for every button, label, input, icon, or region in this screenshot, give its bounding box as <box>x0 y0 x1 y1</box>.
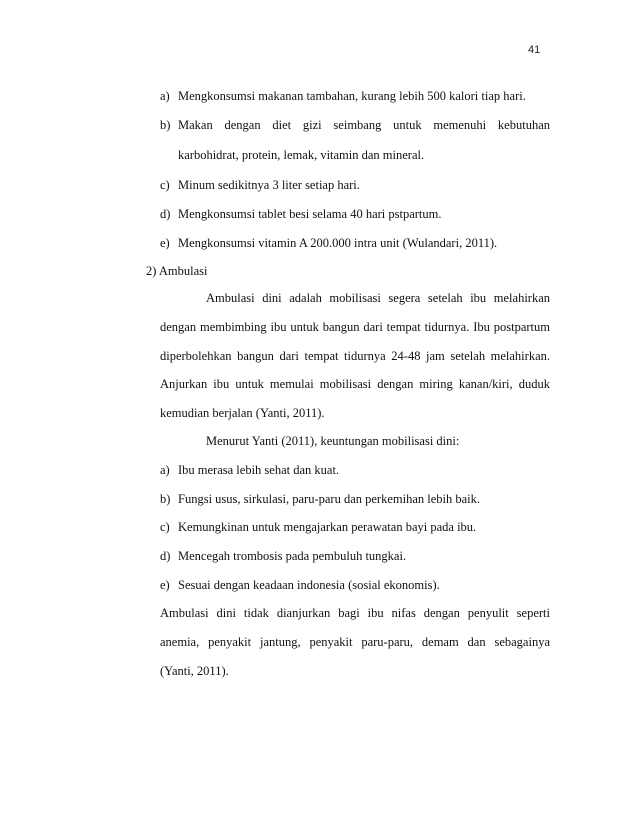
list-item <box>160 118 550 133</box>
paragraph-line: diperbolehkan bangun dari tempat tidurnya 24-48 jam setelah melahirkan. <box>160 349 550 363</box>
paragraph-line: Ambulasi dini adalah mobilisasi segera setelah ibu melahirkan <box>206 291 550 305</box>
list-marker: a) <box>160 89 170 103</box>
list-item <box>160 520 476 535</box>
paragraph-line: Ambulasi dini tidak dianjurkan bagi ibu nifas dengan penyulit seperti <box>160 606 550 620</box>
paragraph-intro: Menurut Yanti (2011), keuntungan mobilisasi dini: <box>206 434 460 448</box>
list-marker: d) <box>160 207 171 221</box>
list-item <box>160 178 360 193</box>
list-item-text: Ibu merasa lebih sehat dan kuat. <box>178 463 340 477</box>
list-marker: e) <box>160 236 170 250</box>
list-item <box>160 492 480 507</box>
paragraph-line: dengan membimbing ibu untuk bangun dari tempat tidurnya. Ibu postpartum <box>160 320 550 334</box>
paragraph-line: anemia, penyakit jantung, penyakit paru-paru, demam dan sebagainya <box>160 635 550 649</box>
list-item-text: Fungsi usus, sirkulasi, paru-paru dan perkemihan lebih baik. <box>178 492 481 506</box>
paragraph-line: kemudian berjalan (Yanti, 2011). <box>160 406 325 420</box>
list-item <box>160 207 442 222</box>
list-marker: e) <box>160 578 170 592</box>
section-heading: 2) Ambulasi <box>146 264 208 278</box>
list-item <box>160 89 526 104</box>
list-marker: d) <box>160 549 171 563</box>
list-item <box>160 463 339 478</box>
list-marker: b) <box>160 492 171 506</box>
list-item-text: Mengkonsumsi tablet besi selama 40 hari pstpartum. <box>178 207 442 221</box>
list-item-text: Kemungkinan untuk mengajarkan perawatan bayi pada ibu. <box>178 520 477 534</box>
list-item-text: Mengkonsumsi makanan tambahan, kurang lebih 500 kalori tiap hari. <box>178 89 526 103</box>
paragraph-line: (Yanti, 2011). <box>160 664 229 678</box>
list-marker: c) <box>160 520 170 534</box>
list-marker: c) <box>160 178 170 192</box>
list-marker: a) <box>160 463 170 477</box>
list-item-text: Minum sedikitnya 3 liter setiap hari. <box>178 178 360 192</box>
list-item-text: Mengkonsumsi vitamin A 200.000 intra unit (Wulandari, 2011). <box>178 236 498 250</box>
list-item-text: Makan dengan diet gizi seimbang untuk memenuhi kebutuhan <box>178 118 550 132</box>
list-item <box>160 578 440 593</box>
list-item <box>160 236 497 251</box>
list-item-continuation: karbohidrat, protein, lemak, vitamin dan mineral. <box>178 148 425 162</box>
paragraph-line: Anjurkan ibu untuk memulai mobilisasi dengan miring kanan/kiri, duduk <box>160 377 550 391</box>
list-marker: b) <box>160 118 171 132</box>
list-item <box>160 549 406 564</box>
page-number: 41 <box>528 44 541 56</box>
list-item-text: Mencegah trombosis pada pembuluh tungkai. <box>178 549 407 563</box>
list-item-text: Sesuai dengan keadaan indonesia (sosial ekonomis). <box>178 578 440 592</box>
